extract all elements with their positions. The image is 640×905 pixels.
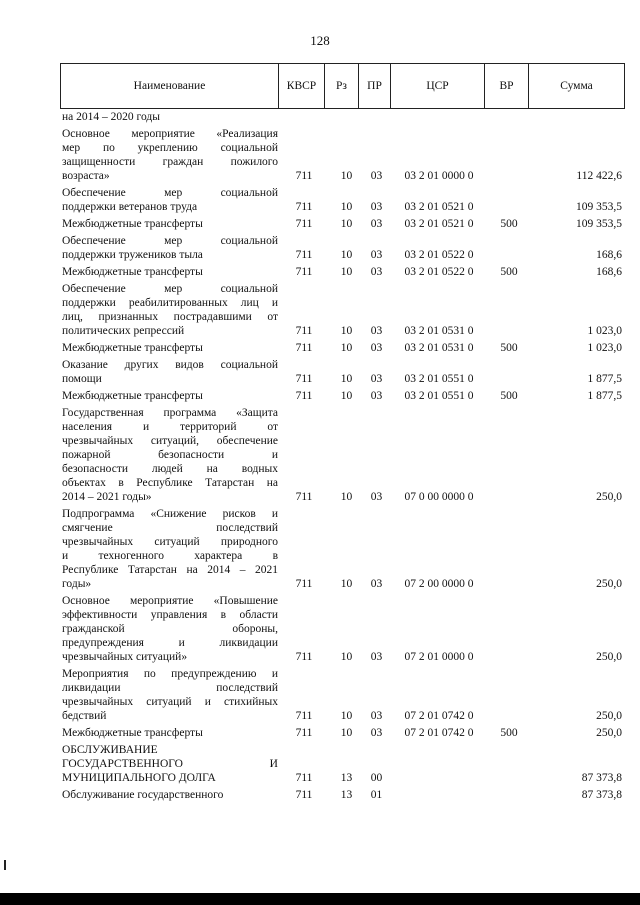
header-vr: ВР xyxy=(485,64,529,109)
cell-rz: 10 xyxy=(340,373,353,385)
cell-sum: 109 353,5 xyxy=(576,201,622,213)
cell-pr: 03 xyxy=(370,373,383,385)
row-name-line: мер по укреплению социальной xyxy=(62,142,278,154)
table-row xyxy=(60,594,630,664)
cell-rz: 10 xyxy=(340,201,353,213)
row-name-line: эффективности управления в области xyxy=(62,609,278,621)
row-name-line: гражданской обороны, xyxy=(62,623,278,635)
cell-rz: 10 xyxy=(340,342,353,354)
table-row xyxy=(60,110,630,124)
row-name-line: Республике Татарстан на 2014 – 2021 xyxy=(62,564,278,576)
table-row xyxy=(60,234,630,262)
cell-csr: 07 2 01 0000 0 xyxy=(404,651,474,663)
header-pr: ПР xyxy=(359,64,391,109)
row-name-line: помощи xyxy=(62,373,102,385)
row-name xyxy=(60,358,278,386)
row-name xyxy=(60,594,278,664)
cell-pr: 03 xyxy=(370,201,383,213)
row-name-line: Межбюджетные трансферты xyxy=(62,266,203,278)
cell-pr: 03 xyxy=(370,578,383,590)
table-row xyxy=(60,667,630,723)
cell-sum: 87 373,8 xyxy=(581,789,622,801)
cell-vr: 500 xyxy=(500,342,518,354)
row-name-line: Обеспечение мер социальной xyxy=(62,187,278,199)
row-name-line: ОБСЛУЖИВАНИЕ xyxy=(62,744,158,756)
row-name-line: Основное мероприятие «Реализация xyxy=(62,128,278,140)
cell-csr: 03 2 01 0000 0 xyxy=(404,170,474,182)
cell-csr: 07 2 01 0742 0 xyxy=(404,710,474,722)
cell-rz: 10 xyxy=(340,249,353,261)
header-sum: Сумма xyxy=(529,64,625,109)
cell-sum: 109 353,5 xyxy=(576,218,622,230)
row-name-line: чрезвычайных ситуаций природного xyxy=(62,536,278,548)
cell-kvsr: 711 xyxy=(295,578,313,590)
table-row xyxy=(60,282,630,338)
row-name-line: ликвидации последствий xyxy=(62,682,278,694)
cell-vr: 500 xyxy=(500,390,518,402)
cell-sum: 1 877,5 xyxy=(587,390,622,402)
cell-kvsr: 711 xyxy=(295,772,313,784)
cell-pr: 03 xyxy=(370,390,383,402)
row-name-line: защищенности граждан пожилого xyxy=(62,156,278,168)
row-name-line: Межбюджетные трансферты xyxy=(62,342,203,354)
table-row xyxy=(60,186,630,214)
row-name-line: населения и территорий от xyxy=(62,421,278,433)
cell-rz: 10 xyxy=(340,325,353,337)
row-name-line: Межбюджетные трансферты xyxy=(62,727,203,739)
table-row xyxy=(60,389,630,403)
table-row xyxy=(60,217,630,231)
table-row xyxy=(60,127,630,183)
row-name-line: безопасности людей на водных xyxy=(62,463,278,475)
cell-pr: 03 xyxy=(370,218,383,230)
row-name-line: предупреждения и ликвидации xyxy=(62,637,278,649)
table-row xyxy=(60,358,630,386)
cell-rz: 10 xyxy=(340,218,353,230)
row-name xyxy=(60,788,278,802)
cell-pr: 01 xyxy=(370,789,383,801)
row-name xyxy=(60,110,278,124)
cell-pr: 03 xyxy=(370,249,383,261)
cell-rz: 10 xyxy=(340,578,353,590)
cell-pr: 03 xyxy=(370,710,383,722)
cell-kvsr: 711 xyxy=(295,342,313,354)
row-name xyxy=(60,282,278,338)
row-name-line: и техногенного характера в xyxy=(62,550,278,562)
row-name xyxy=(60,265,278,279)
cell-pr: 03 xyxy=(370,342,383,354)
header-name: Наименование xyxy=(61,64,279,109)
row-name-line: Межбюджетные трансферты xyxy=(62,390,203,402)
cell-vr: 500 xyxy=(500,218,518,230)
table-row xyxy=(60,406,630,504)
cell-csr: 03 2 01 0522 0 xyxy=(404,266,474,278)
row-name-line: Основное мероприятие «Повышение xyxy=(62,595,278,607)
cell-pr: 03 xyxy=(370,170,383,182)
cell-sum: 1 877,5 xyxy=(587,373,622,385)
row-name-line: годы» xyxy=(62,578,92,590)
cell-csr: 07 2 01 0742 0 xyxy=(404,727,474,739)
cell-pr: 03 xyxy=(370,266,383,278)
cell-sum: 250,0 xyxy=(596,491,622,503)
cell-csr: 03 2 01 0522 0 xyxy=(404,249,474,261)
table-row xyxy=(60,788,630,802)
cell-rz: 10 xyxy=(340,170,353,182)
cell-csr: 03 2 01 0521 0 xyxy=(404,218,474,230)
row-name-line: смягчение последствий xyxy=(62,522,278,534)
cell-sum: 112 422,6 xyxy=(576,170,622,182)
table-row xyxy=(60,507,630,591)
row-name-line: Подпрограмма «Снижение рисков и xyxy=(62,508,278,520)
cell-sum: 250,0 xyxy=(596,651,622,663)
row-name-line: поддержки ветеранов труда xyxy=(62,201,198,213)
row-name xyxy=(60,406,278,504)
row-name-line: Оказание других видов социальной xyxy=(62,359,278,371)
cell-kvsr: 711 xyxy=(295,218,313,230)
cell-pr: 03 xyxy=(370,727,383,739)
row-name-line: возраста» xyxy=(62,170,110,182)
row-name-line: ГОСУДАРСТВЕННОГО И xyxy=(62,758,278,770)
table-row xyxy=(60,726,630,740)
row-name xyxy=(60,507,278,591)
table-row xyxy=(60,265,630,279)
row-name-line: Межбюджетные трансферты xyxy=(62,218,203,230)
row-name-line: Мероприятия по предупреждению и xyxy=(62,668,278,680)
row-name xyxy=(60,217,278,231)
scan-edge xyxy=(0,893,640,905)
cell-sum: 168,6 xyxy=(596,249,622,261)
cell-kvsr: 711 xyxy=(295,710,313,722)
cell-csr: 03 2 01 0521 0 xyxy=(404,201,474,213)
cell-sum: 250,0 xyxy=(596,727,622,739)
cell-vr: 500 xyxy=(500,727,518,739)
row-name xyxy=(60,186,278,214)
page-number: 128 xyxy=(310,33,330,48)
cell-rz: 10 xyxy=(340,651,353,663)
cell-kvsr: 711 xyxy=(295,373,313,385)
cell-kvsr: 711 xyxy=(295,789,313,801)
table-row xyxy=(60,341,630,355)
row-name-line: Обслуживание государственного xyxy=(62,789,224,801)
header-csr: ЦСР xyxy=(391,64,485,109)
row-name-line: Обеспечение мер социальной xyxy=(62,235,278,247)
row-name xyxy=(60,667,278,723)
row-name-line: Государственная программа «Защита xyxy=(62,407,278,419)
row-name-line: бедствий xyxy=(62,710,107,722)
row-name xyxy=(60,743,278,785)
row-name-line: чрезвычайных ситуаций, обеспечение xyxy=(62,435,278,447)
row-name-line: поддержки реабилитированных лиц и xyxy=(62,297,278,309)
cell-sum: 1 023,0 xyxy=(587,342,622,354)
row-name xyxy=(60,389,278,403)
cell-kvsr: 711 xyxy=(295,249,313,261)
cell-sum: 250,0 xyxy=(596,578,622,590)
cell-rz: 10 xyxy=(340,491,353,503)
cell-rz: 13 xyxy=(340,789,353,801)
table-header xyxy=(60,63,625,109)
row-name-line: Обеспечение мер социальной xyxy=(62,283,278,295)
cell-kvsr: 711 xyxy=(295,170,313,182)
cell-pr: 00 xyxy=(370,772,383,784)
row-name-line: чрезвычайных ситуаций» xyxy=(62,651,188,663)
scan-mark xyxy=(4,860,6,870)
cell-csr: 03 2 01 0531 0 xyxy=(404,325,474,337)
row-name-line: поддержки тружеников тыла xyxy=(62,249,203,261)
table-body xyxy=(60,110,630,805)
cell-kvsr: 711 xyxy=(295,651,313,663)
cell-pr: 03 xyxy=(370,651,383,663)
row-name xyxy=(60,726,278,740)
row-name-line: чрезвычайных ситуаций и стихийных xyxy=(62,696,278,708)
cell-csr: 03 2 01 0551 0 xyxy=(404,373,474,385)
cell-sum: 1 023,0 xyxy=(587,325,622,337)
cell-sum: 168,6 xyxy=(596,266,622,278)
cell-kvsr: 711 xyxy=(295,201,313,213)
row-name xyxy=(60,234,278,262)
cell-csr: 07 2 00 0000 0 xyxy=(404,578,474,590)
row-name-line: МУНИЦИПАЛЬНОГО ДОЛГА xyxy=(62,772,216,784)
row-name-line: объектах в Республике Татарстан на xyxy=(62,477,278,489)
cell-csr: 03 2 01 0551 0 xyxy=(404,390,474,402)
table-row xyxy=(60,743,630,785)
cell-kvsr: 711 xyxy=(295,325,313,337)
cell-rz: 10 xyxy=(340,390,353,402)
row-name xyxy=(60,127,278,183)
cell-kvsr: 711 xyxy=(295,491,313,503)
row-name-line: на 2014 – 2020 годы xyxy=(62,111,160,123)
row-name xyxy=(60,341,278,355)
cell-csr: 03 2 01 0531 0 xyxy=(404,342,474,354)
header-kvsr: КВСР xyxy=(279,64,325,109)
row-name-line: лиц, признанных пострадавшими от xyxy=(62,311,278,323)
header-rz: Рз xyxy=(325,64,359,109)
cell-kvsr: 711 xyxy=(295,266,313,278)
cell-sum: 250,0 xyxy=(596,710,622,722)
row-name-line: политических репрессий xyxy=(62,325,185,337)
cell-pr: 03 xyxy=(370,491,383,503)
cell-rz: 13 xyxy=(340,772,353,784)
cell-sum: 87 373,8 xyxy=(581,772,622,784)
cell-rz: 10 xyxy=(340,710,353,722)
cell-csr: 07 0 00 0000 0 xyxy=(404,491,474,503)
cell-pr: 03 xyxy=(370,325,383,337)
cell-rz: 10 xyxy=(340,727,353,739)
row-name-line: 2014 – 2021 годы» xyxy=(62,491,152,503)
row-name-line: пожарной безопасности и xyxy=(62,449,278,461)
cell-rz: 10 xyxy=(340,266,353,278)
cell-kvsr: 711 xyxy=(295,390,313,402)
cell-vr: 500 xyxy=(500,266,518,278)
cell-kvsr: 711 xyxy=(295,727,313,739)
